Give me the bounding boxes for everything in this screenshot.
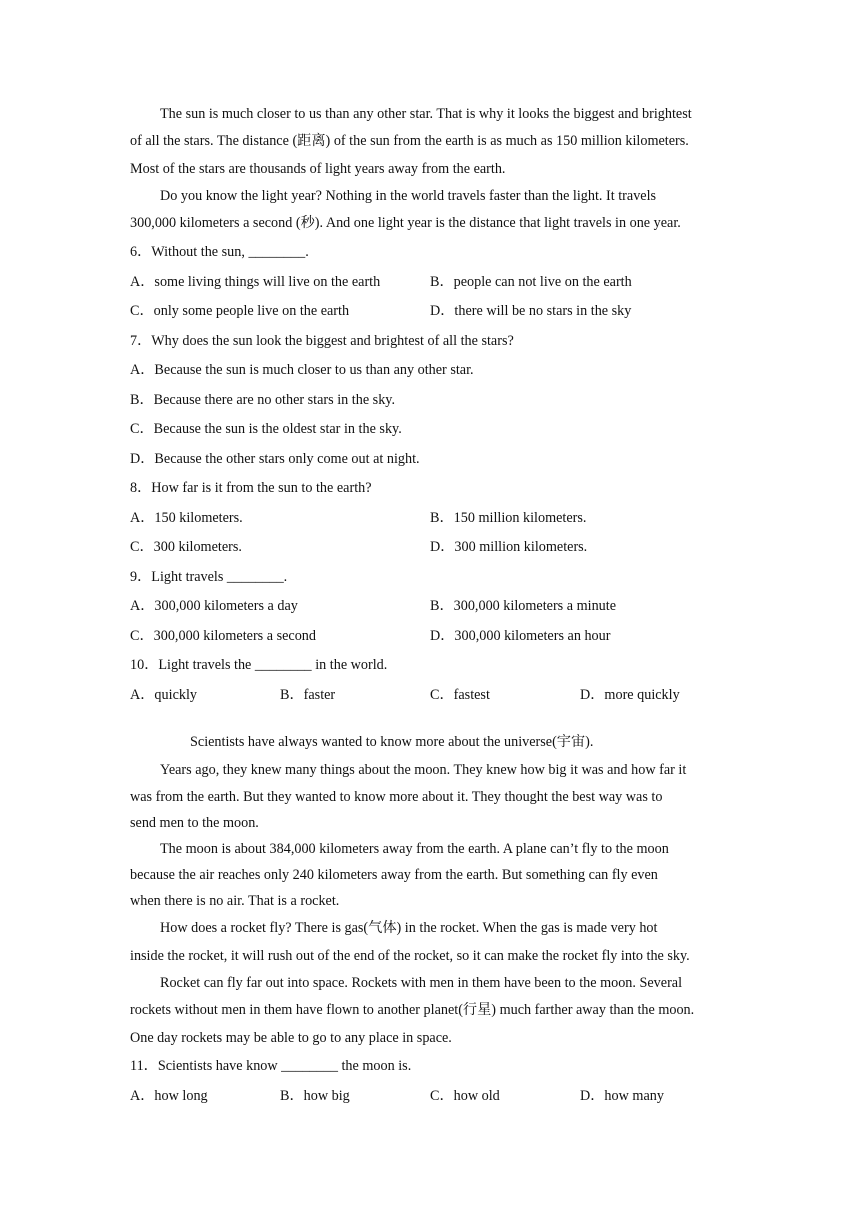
paragraph-line: rockets without men in them have flown to another planet(行星) much farther away than the moon.	[130, 1002, 695, 1018]
paragraph-line: inside the rocket, it will rush out of the end of the rocket, so it can make the rocket fly into the sky.	[130, 948, 690, 964]
question-stem: 6．Without the sun, ________.	[130, 244, 309, 260]
question-stem: 10．Light travels the ________ in the world.	[130, 657, 388, 673]
option-d: D．Because the other stars only come out at night.	[130, 451, 420, 467]
question-stem: 11．Scientists have know ________ the moon is.	[130, 1058, 412, 1074]
option-c: C．only some people live on the earth	[130, 303, 350, 319]
paragraph-line: Most of the stars are thousands of light years away from the earth.	[130, 161, 506, 177]
option-c: C．300 kilometers.	[130, 539, 242, 555]
paragraph-line: was from the earth. But they wanted to know more about it. They thought the best way was to	[130, 789, 663, 805]
paragraph-line: 300,000 kilometers a second (秒). And one light year is the distance that light travels in one year.	[130, 215, 681, 231]
option-b: B．how big	[280, 1088, 350, 1104]
question-stem: 9．Light travels ________.	[130, 569, 288, 585]
option-b: B．Because there are no other stars in the sky.	[130, 392, 396, 408]
option-d: D．more quickly	[580, 687, 680, 703]
paragraph-line: Years ago, they knew many things about the moon. They knew how big it was and how far it	[160, 762, 687, 778]
paragraph-line: of all the stars. The distance (距离) of the sun from the earth is as much as 150 million kilometers.	[130, 133, 689, 149]
paragraph-line: One day rockets may be able to go to any place in space.	[130, 1030, 452, 1046]
option-c: C．300,000 kilometers a second	[130, 628, 316, 644]
paragraph-line: send men to the moon.	[130, 815, 259, 831]
paragraph-line: because the air reaches only 240 kilometers away from the earth. But something can fly even	[130, 867, 658, 883]
option-a: A．some living things will live on the earth	[130, 274, 381, 290]
paragraph-line: How does a rocket fly? There is gas(气体) in the rocket. When the gas is made very hot	[160, 920, 658, 936]
option-a: A．Because the sun is much closer to us than any other star.	[130, 362, 474, 378]
option-b: B．people can not live on the earth	[430, 274, 632, 290]
question-stem: 7．Why does the sun look the biggest and brightest of all the stars?	[130, 333, 514, 349]
option-d: D．how many	[580, 1088, 664, 1104]
paragraph-line: The sun is much closer to us than any other star. That is why it looks the biggest and brightest	[160, 106, 692, 122]
paragraph-line: The moon is about 384,000 kilometers away from the earth. A plane can’t fly to the moon	[160, 841, 669, 857]
option-a: A．150 kilometers.	[130, 510, 243, 526]
option-d: D．300 million kilometers.	[430, 539, 588, 555]
option-b: B．300,000 kilometers a minute	[430, 598, 616, 614]
question-stem: 8．How far is it from the sun to the earth?	[130, 480, 372, 496]
paragraph-line: when there is no air. That is a rocket.	[130, 893, 340, 909]
paragraph-line: Rocket can fly far out into space. Rockets with men in them have been to the moon. Several	[160, 975, 683, 991]
option-a: A．300,000 kilometers a day	[130, 598, 298, 614]
option-c: C．fastest	[430, 687, 490, 703]
option-a: A．quickly	[130, 687, 197, 703]
option-b: B．150 million kilometers.	[430, 510, 587, 526]
paragraph-line: Do you know the light year? Nothing in the world travels faster than the light. It travels	[160, 188, 657, 204]
option-d: D．there will be no stars in the sky	[430, 303, 632, 319]
option-c: C．how old	[430, 1088, 500, 1104]
option-a: A．how long	[130, 1088, 208, 1104]
option-b: B．faster	[280, 687, 336, 703]
passage-title: Scientists have always wanted to know more about the universe(宇宙).	[190, 734, 594, 750]
option-c: C．Because the sun is the oldest star in the sky.	[130, 421, 402, 437]
option-d: D．300,000 kilometers an hour	[430, 628, 611, 644]
